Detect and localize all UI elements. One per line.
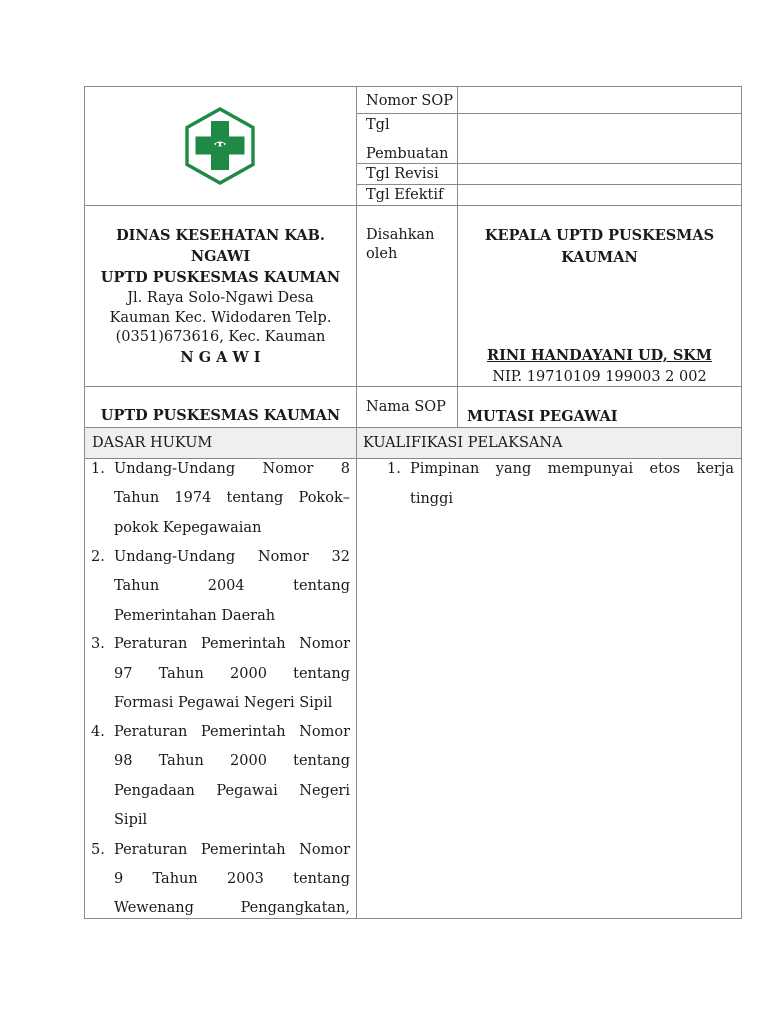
list-item-word: Undang-Undang [114,549,236,565]
list-item-word: Pemerintah [200,636,286,652]
list-item-word: tentang [226,490,284,506]
table-border-left [84,86,85,919]
nomor-sop-label: Nomor SOP [366,93,454,109]
list-item-word: Negeri [299,783,350,799]
list-item-word: 97 [114,666,133,682]
sop-unit: UPTD PUSKESMAS KAUMAN [100,407,341,424]
list-item-line [114,455,350,485]
list-item-word: 2004 [207,578,245,594]
list-item-text: Pemerintahan Daerah [114,608,276,624]
tgl-pembuatan-label: Pembuatan [366,146,449,162]
list-item-number: 4. [91,724,105,740]
list-item-word: 32 [331,549,350,565]
list-item-word: 9 [114,871,124,887]
list-item-number: 1. [91,461,105,477]
list-item-word: Peraturan [114,636,188,652]
list-item-line [410,455,734,485]
list-item-line [410,485,734,515]
list-item-word: 1974 [174,490,212,506]
nama-sop-label: Nama SOP [366,399,446,415]
list-item-word: Undang-Undang [114,461,236,477]
list-item-word: Wewenang [114,900,194,916]
list-item-line [114,630,350,660]
list-item-text: tinggi [410,491,454,507]
list-item-word: Tahun [158,753,204,769]
list-item-word: Nomor [262,461,314,477]
institution-line: DINAS KESEHATAN KAB. [116,227,325,244]
table-border-right [741,86,742,919]
institution-line: UPTD PUSKESMAS KAUMAN [100,269,341,286]
list-item-word: Tahun [114,578,160,594]
approver-title: KAUMAN [561,249,638,266]
list-item-word: 2000 [230,753,267,769]
list-item-number: 3. [91,636,105,652]
list-item-word: Tahun [152,871,198,887]
list-item-number: 1. [387,461,401,477]
puskesmas-logo-svg [183,106,257,186]
list-item-word: 98 [114,753,133,769]
institution-address: Kauman Kec. Widodaren Telp. [109,310,332,326]
list-item-word: tentang [293,666,350,682]
list-item-line [114,484,350,514]
list-item-word: tentang [293,578,350,594]
list-item-word: kerja [696,461,734,477]
list-item-word: mempunyai [547,461,634,477]
list-item-line [114,836,350,866]
row-divider [84,205,742,206]
list-item-word: etos [649,461,681,477]
approver-nip: NIP. 19710109 199003 2 002 [492,369,707,385]
list-item-word: tentang [293,871,350,887]
list-item-number: 2. [91,549,105,565]
list-item-line [114,806,350,836]
tgl-pembuatan-label: Tgl [366,117,390,133]
list-item-number: 5. [91,842,105,858]
list-item-line [114,894,350,918]
nama-sop-value: MUTASI PEGAWAI [467,408,618,425]
list-item-word: 2000 [230,666,267,682]
list-item-word: Pokok– [298,490,350,506]
list-item-line [114,865,350,895]
approver-name: RINI HANDAYANI UD, SKM [487,347,712,364]
list-item-word: 8 [340,461,350,477]
list-item-word: tentang [293,753,350,769]
list-item-word: Nomor [299,724,350,740]
list-item-word: Pengadaan [114,783,195,799]
list-item-line [114,689,350,719]
list-item-word: Nomor [299,842,350,858]
institution-line: NGAWI [190,248,251,265]
puskesmas-logo-icon [183,106,257,186]
table-border-bottom [84,918,742,919]
list-item-text: pokok Kepegawaian [114,520,262,536]
list-item-line [114,747,350,777]
institution-address: Jl. Raya Solo-Ngawi Desa [127,290,314,306]
list-item-line [114,718,350,748]
list-item-word: Tahun [114,490,160,506]
tgl-efektif-label: Tgl Efektif [366,187,444,203]
institution-city: N G A W I [180,349,261,366]
list-item-line [114,660,350,690]
disahkan-label: Disahkan [366,227,435,243]
list-item-line [114,777,350,807]
disahkan-label: oleh [366,246,398,262]
list-item-line [114,572,350,602]
column-divider [356,86,357,919]
list-item-line [114,514,350,544]
list-item-word: Pengangkatan, [240,900,350,916]
row-divider [84,427,742,428]
list-item-word: Peraturan [114,842,188,858]
list-item-word: Pegawai [216,783,278,799]
list-item-word: Tahun [158,666,204,682]
table-border-top [84,86,742,87]
list-item-line [114,602,350,632]
list-item-word: Nomor [299,636,350,652]
list-item-word: Pemerintah [200,842,286,858]
list-item-word: 2003 [226,871,264,887]
dasar-hukum-header: DASAR HUKUM [92,435,213,451]
list-item-line [114,543,350,573]
list-item-word: Pemerintah [200,724,286,740]
list-item-word: Pimpinan [410,461,480,477]
list-item-word: Nomor [257,549,309,565]
list-item-text: Formasi Pegawai Negeri Sipil [114,695,333,711]
list-item-word: yang [495,461,532,477]
approver-title: KEPALA UPTD PUSKESMAS [484,227,715,244]
list-item-word: Peraturan [114,724,188,740]
row-divider [357,113,741,114]
kualifikasi-header: KUALIFIKASI PELAKSANA [363,435,563,451]
tgl-revisi-label: Tgl Revisi [366,166,439,182]
institution-address: (0351)673616, Kec. Kauman [115,329,326,345]
list-item-text: Sipil [114,812,148,828]
